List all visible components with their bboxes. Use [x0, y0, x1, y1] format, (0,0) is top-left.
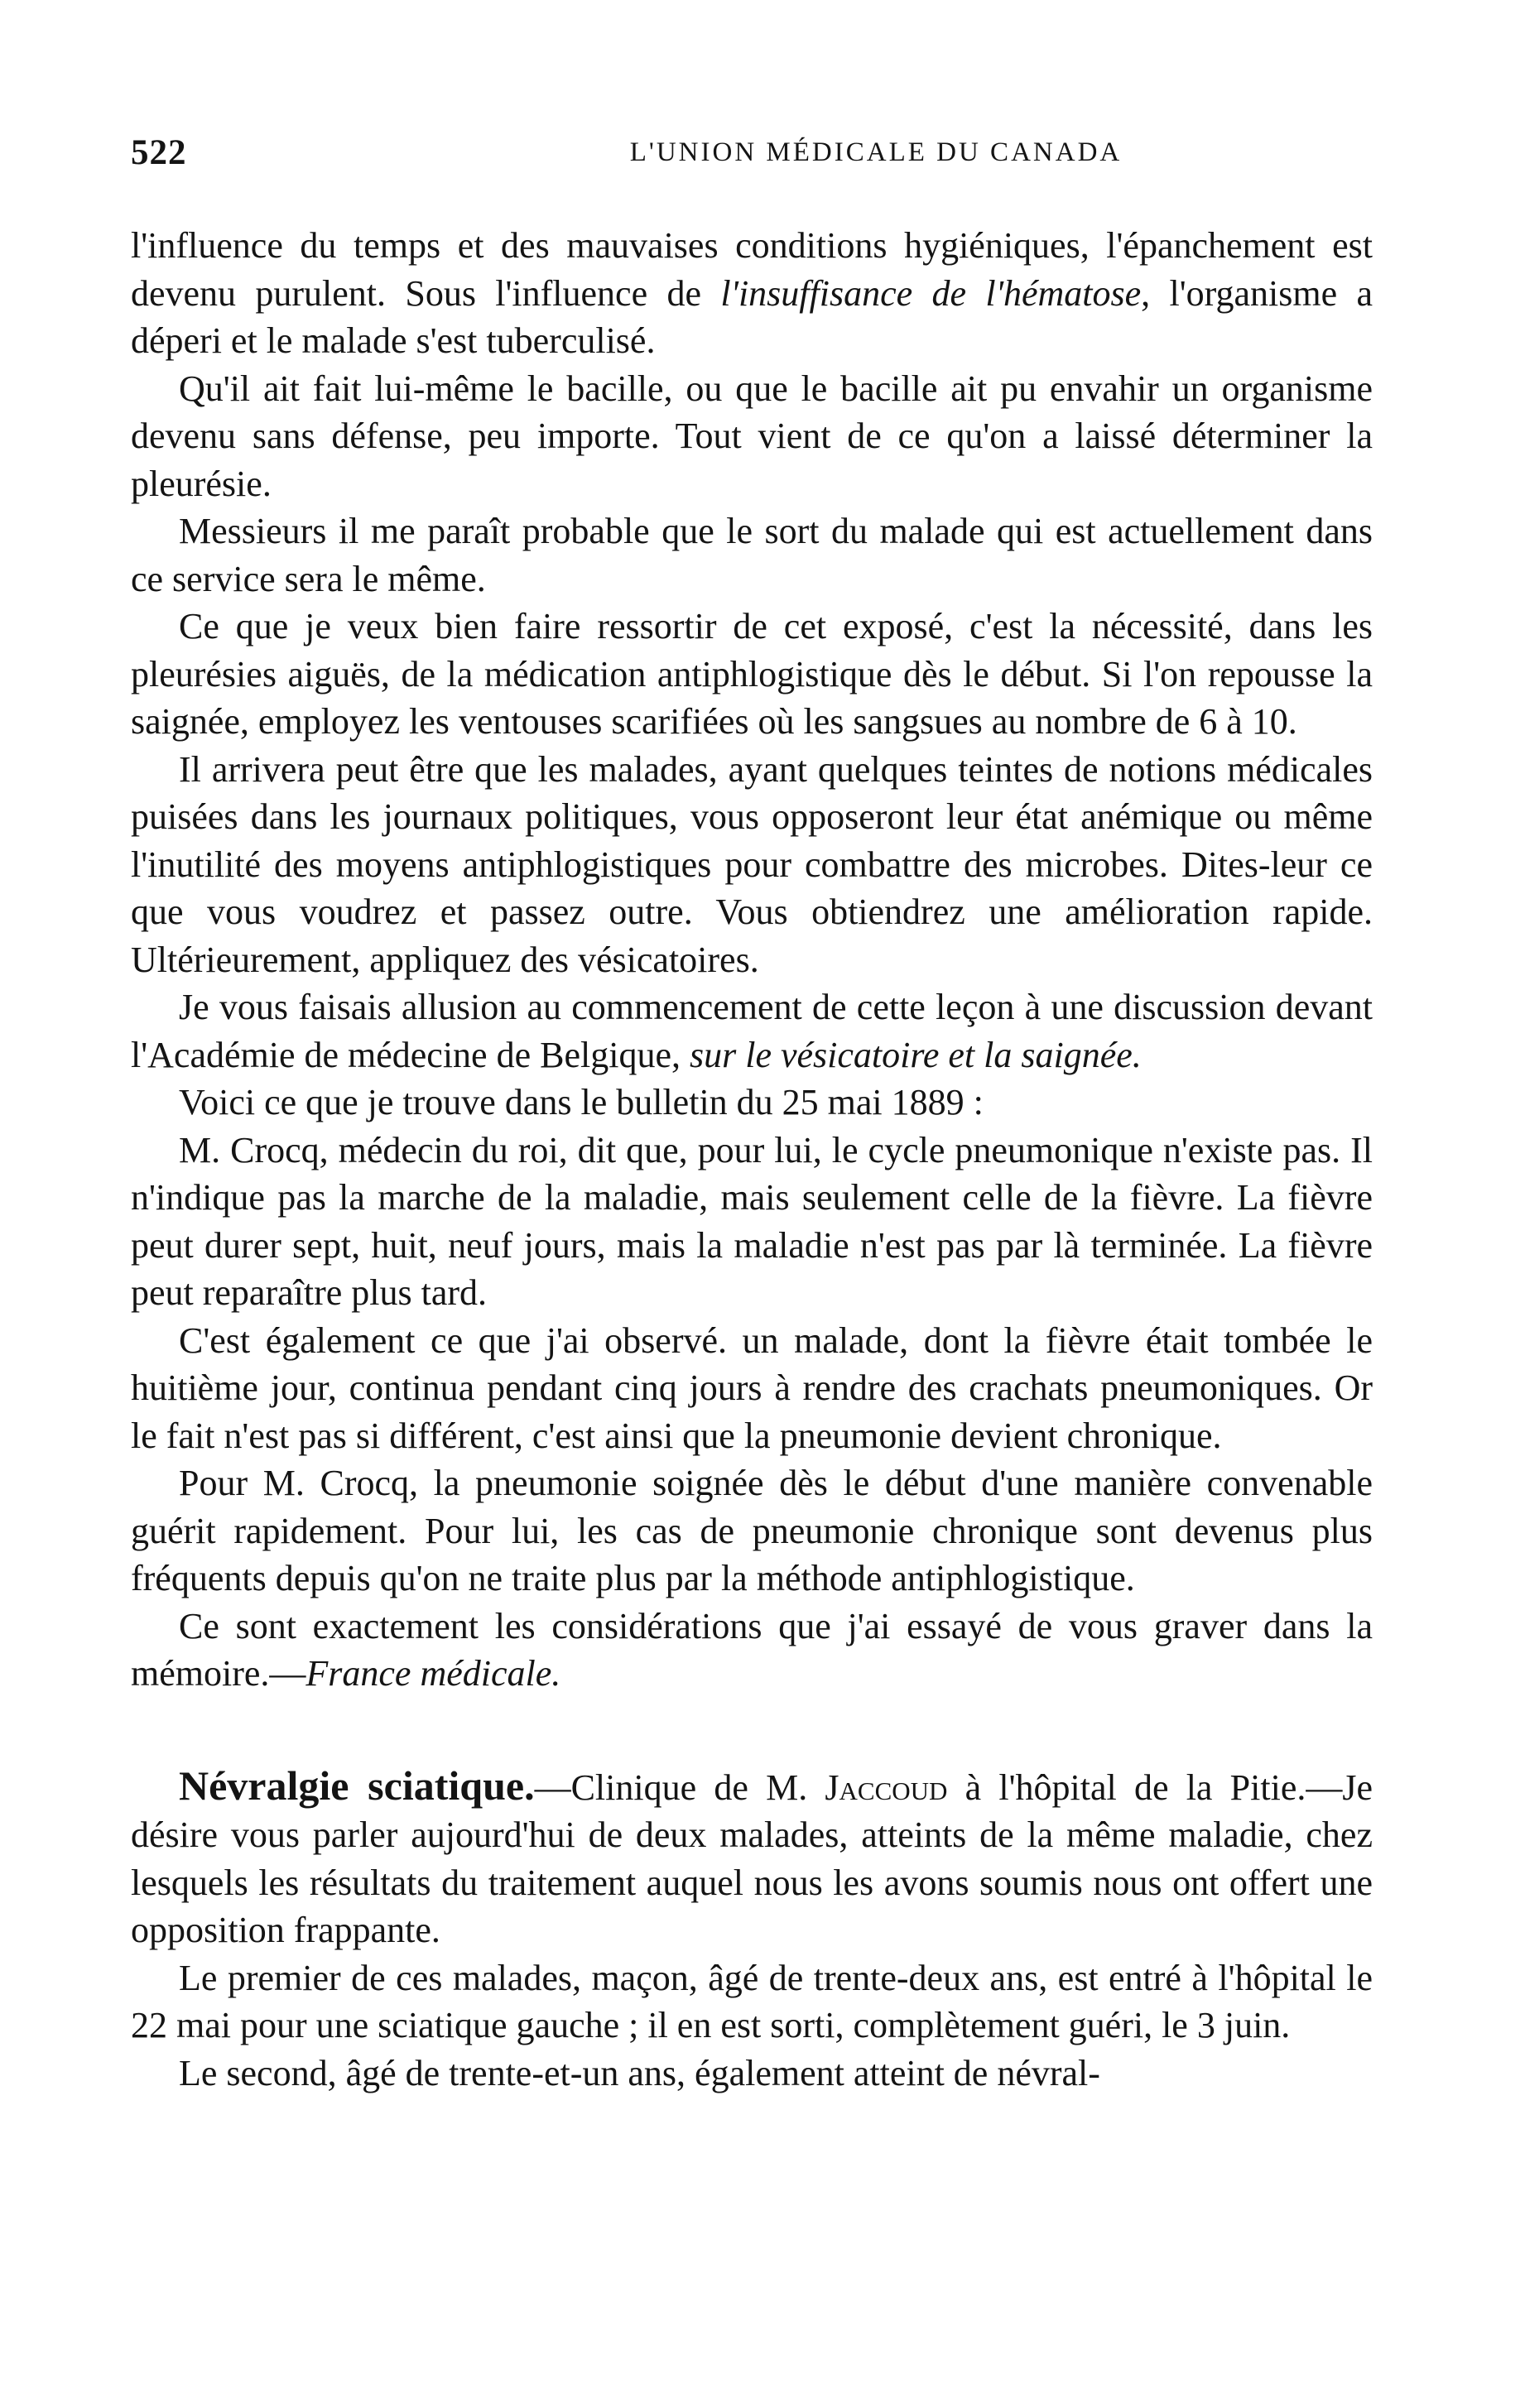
paragraph-2	[131, 365, 1373, 508]
paragraph-10	[131, 1459, 1373, 1603]
running-head: L'UNION MÉDICALE DU CANADA	[629, 137, 1123, 167]
paragraph-text: C'est également ce que j'ai observé. un malade, dont la fièvre était tombée le huitième jour, continua pendant cinq jours à rendre des crachats pneumoniques. Or le fait n'est pas si différent, c'est ainsi que la pneumonie devient chronique.	[131, 1319, 1373, 1456]
paragraph-text: Ce sont exactement les considérations que j'ai essayé de vous graver dans la mémoire.—	[131, 1605, 1373, 1694]
paragraph-text: Pour M. Crocq, la pneumonie soignée dès le début d'une manière convenable guérit rapidement. Pour lui, les cas de pneumonie chronique sont devenus plus fréquents depuis qu'on ne traite plus par la méthode antiphlogistique.	[131, 1463, 1373, 1598]
section-intro	[131, 1762, 1373, 1954]
paragraph-1	[131, 222, 1373, 365]
paragraph-text-rest: , l'organisme a déperi et le malade s'est tuberculisé.	[131, 272, 1373, 361]
paragraph-11	[131, 1603, 1373, 1698]
section-paragraph-1	[131, 1954, 1373, 2050]
paragraph-text: M. Crocq, médecin du roi, dit que, pour lui, le cycle pneumonique n'existe pas. Il n'indique pas la marche de la maladie, mais seulement celle de la fièvre. La fièvre peut durer sept, huit, neuf jours, mais la maladie n'est pas par là terminée. La fièvre peut reparaître plus tard.	[131, 1129, 1373, 1313]
paragraph-text: Le second, âgé de trente-et-un ans, également atteint de névral-	[179, 2052, 1100, 2093]
italic-phrase: l'insuffisance de l'hématose	[720, 272, 1142, 314]
italic-phrase: sur le vésicatoire et la saignée.	[689, 1034, 1142, 1075]
section-text: à l'hôpital de la Pitie.—Je désire vous parler aujourd'hui de deux malades, atteints de la même maladie, chez lesquels les résultats du traitement auquel nous les avons soumis nous ont offert une opposition frappante.	[131, 1766, 1373, 1950]
paragraph-text: l'influence du temps et des mauvaises conditions hygiéniques, l'épanchement est devenu purulent. Sous l'influence de	[131, 225, 1373, 314]
body-text	[131, 222, 1373, 2097]
paragraph-4	[131, 603, 1373, 746]
paragraph-text: Messieurs il me paraît probable que le sort du malade qui est actuellement dans ce service sera le même.	[131, 511, 1373, 599]
paragraph-text: Qu'il ait fait lui-même le bacille, ou que le bacille ait pu envahir un organisme devenu sans défense, peu importe. Tout vient de ce qu'on a laissé déterminer la pleurésie.	[131, 368, 1373, 504]
paragraph-3	[131, 507, 1373, 603]
paragraph-text: Il arrivera peut être que les malades, ayant quelques teintes de notions médicales puisées dans les journaux politiques, vous opposeront leur état anémique ou même l'inutilité des moyens antiphlogistiques pour combattre des microbes. Dites-leur ce que vous voudrez et passez outre. Vous obtiendrez une amélioration rapide. Ultérieurement, appliquez des vésicatoires.	[131, 748, 1373, 980]
paragraph-text: Voici ce que je trouve dans le bulletin du 25 mai 1889 :	[179, 1082, 984, 1122]
section-title: Névralgie sciatique.	[179, 1762, 535, 1809]
source-citation: France médicale.	[305, 1653, 561, 1694]
page-number: 522	[131, 133, 187, 172]
page-header	[131, 132, 1389, 182]
paragraph-8	[131, 1127, 1373, 1317]
paragraph-7	[131, 1079, 1373, 1127]
paragraph-5	[131, 746, 1373, 984]
paragraph-text: Je vous faisais allusion au commencement de cette leçon à une discussion devant l'Académie de médecine de Belgique,	[131, 987, 1373, 1075]
section-paragraph-2	[131, 2050, 1373, 2098]
section-lead: —Clinique de M.	[534, 1766, 825, 1808]
paragraph-6	[131, 983, 1373, 1079]
paragraph-text: Le premier de ces malades, maçon, âgé de trente-deux ans, est entré à l'hôpital le 22 mai pour une sciatique gauche ; il en est sorti, complètement guéri, le 3 juin.	[131, 1957, 1373, 2045]
paragraph-text: Ce que je veux bien faire ressortir de cet exposé, c'est la nécessité, dans les pleurésies aiguës, de la médication antiphlogistique dès le début. Si l'on repousse la saignée, employez les ventouses scarifiées où les sangsues au nombre de 6 à 10.	[131, 606, 1373, 742]
paragraph-9	[131, 1317, 1373, 1460]
section-author: Jaccoud	[825, 1766, 948, 1808]
